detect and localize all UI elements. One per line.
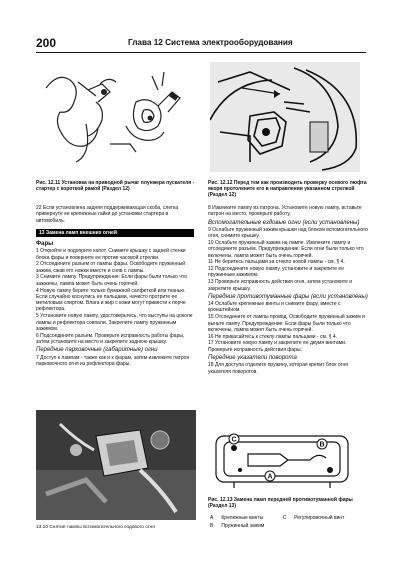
subhead-turn-signals: Передние указатели поворота xyxy=(208,355,297,362)
figure-12-13-legend xyxy=(210,514,370,530)
section-title: 13 Замена ламп внешних огней xyxy=(36,229,194,237)
left-intro xyxy=(36,205,196,224)
legend-key-b: B xyxy=(210,523,214,529)
paragraph-5: 5 Установите новую лампу, удостоверьтесь, что выступы на цоколе лампы и рефлектора совпали. Закрепите лампу пружинным зажимом. xyxy=(36,313,193,332)
paragraph-16: 16 Не прикасайтесь к стеклу лампы пальцами - см. § 4. xyxy=(208,333,338,340)
subhead-fog-lamps: Передние противотуманные фары (если установлены) xyxy=(208,293,368,300)
figure-12-12 xyxy=(210,62,360,172)
legend-text-a: Крепежные винты xyxy=(221,515,264,521)
paragraph-7: 7 Доступ к лампам - также как и к фарам, затем извлеките патрон парковочного огня из рефлектора фары. xyxy=(36,354,190,367)
page-number: 200 xyxy=(36,36,57,50)
legend-key-a: A xyxy=(210,515,214,521)
chapter-title: Глава 12 Система электрооборудования xyxy=(128,38,293,47)
starter-plunger-illustration xyxy=(40,62,190,172)
figure-12-13 xyxy=(210,430,360,492)
paragraph-18: 18 Для доступа отделите пружину, которая крепит блок огня указателя поворотов. xyxy=(208,362,348,375)
paragraph-4: 4 Новую лампу берите только бумажной салфеткой или тканью. Если случайно коснулись ее пальцами, начисто протрите ее метиловым спиртом. Влага и жир с кожи могут привести к порче рефлектора. xyxy=(36,287,186,313)
fog-lamp-diagram xyxy=(210,430,360,492)
label-a: A xyxy=(267,473,273,481)
armature-endplay-photo xyxy=(210,62,360,172)
figure-12-13-caption: Рис. 12.13 Замена ламп передней противотуманной фары (Раздел 13) xyxy=(208,497,353,510)
paragraph-12: 12 Подсоедините новую лампу, установите и закрепите ее пружинным зажимом. xyxy=(208,266,344,279)
subhead-parking: Передние парковочные (габаритные) огни xyxy=(36,347,158,354)
paragraph-6: 6 Подсоедините разъем. Проверьте исправность работы фары, затем установите на место и закрепите заднюю крышку. xyxy=(36,332,185,345)
paragraph-13: 13 Проверьте исправность действия огня, затем установите и закрепите крышку. xyxy=(208,279,353,292)
page-header xyxy=(36,36,366,53)
figure-12-11-caption: Рис. 12.11 Установка на приводной рычаг плунжера пускателя - стартер с короткой рамой (Раздел 12) xyxy=(36,180,195,193)
figure-12-11 xyxy=(40,62,190,172)
label-c: C xyxy=(231,436,237,444)
aux-lamp-photo xyxy=(36,410,196,520)
legend-text-b: Пружинный зажим xyxy=(221,523,265,529)
paragraph-14: 14 Ослабьте крепежные винты и снимите фару, вместе с кронштейном. xyxy=(208,301,341,314)
legend-row-1 xyxy=(210,514,370,522)
paragraph-22: 22 Если установлена задняя поддерживающая скоба, слегка привернуте ее крепежные гайки до установки стартера в автомобиль. xyxy=(36,205,179,224)
paragraph-17: 17 Установите новую лампу и закрепите ее двумя винтами. Проверьте исправность действия фары. xyxy=(208,340,347,353)
subhead-aux-lamps: Вспомогательные ездовые огни (если установлены) xyxy=(208,219,360,226)
paragraph-2: 2 Отсоедините разъем от лампы фары. Освободите пружинный зажим, сжав его ножки вместе и сняв с лампы. xyxy=(36,261,186,274)
paragraph-10: 10 Ослабьте пружинный зажим на лампе. Извлеките лампу и отсоедините разъем. Предупреждение: Если огни были только что включены, лампа может быть очень горячей. xyxy=(208,239,364,259)
paragraph-1: 1 Откройте и подоприте капот. Снимите крышку с задней стенки блока фары и поверните ее против часовой стрелки. xyxy=(36,248,186,261)
left-column xyxy=(36,239,196,368)
subhead-headlights: Фары xyxy=(36,241,54,247)
legend-key-c: C xyxy=(282,515,287,521)
paragraph-15: 15 Отсоедините от лампы провод. Освободите пружинный зажим и выньте лампу. Предупреждение: Если фары были только что включены, лампа может быть очень горячей. xyxy=(208,314,365,333)
paragraph-3: 3 Снимите лампу. Предупреждение: Если фары были только что зажжены, лампа может быть очень горячей. xyxy=(36,274,187,287)
figure-13-10-caption: 13.10 Снятие лампы вспомогательного ездового огня xyxy=(36,525,155,530)
right-column xyxy=(208,205,368,375)
legend-text-c: Регулировочный винт xyxy=(294,515,345,521)
figure-13-10 xyxy=(36,410,196,520)
paragraph-8: 8 Извлеките лампу из патрона. Установите новую лампу, вставьте патрон на место, проверьте работу. xyxy=(208,205,362,218)
paragraph-9: 9 Ослабьте пружинный зажим крышки над блоком вспомогательного огня, снимите крышку. xyxy=(208,226,368,240)
paragraph-11: 11 Не беритесь пальцами за стекло новой лампы - см. § 4. xyxy=(208,259,345,266)
legend-row-2 xyxy=(210,522,370,530)
figure-12-12-caption: Рис. 12.12 Перед тем как производить проверку осевого люфта якоря протолкните его в направлении указанном стрелкой (Раздел 12) xyxy=(208,180,367,199)
label-b: B xyxy=(319,441,325,449)
